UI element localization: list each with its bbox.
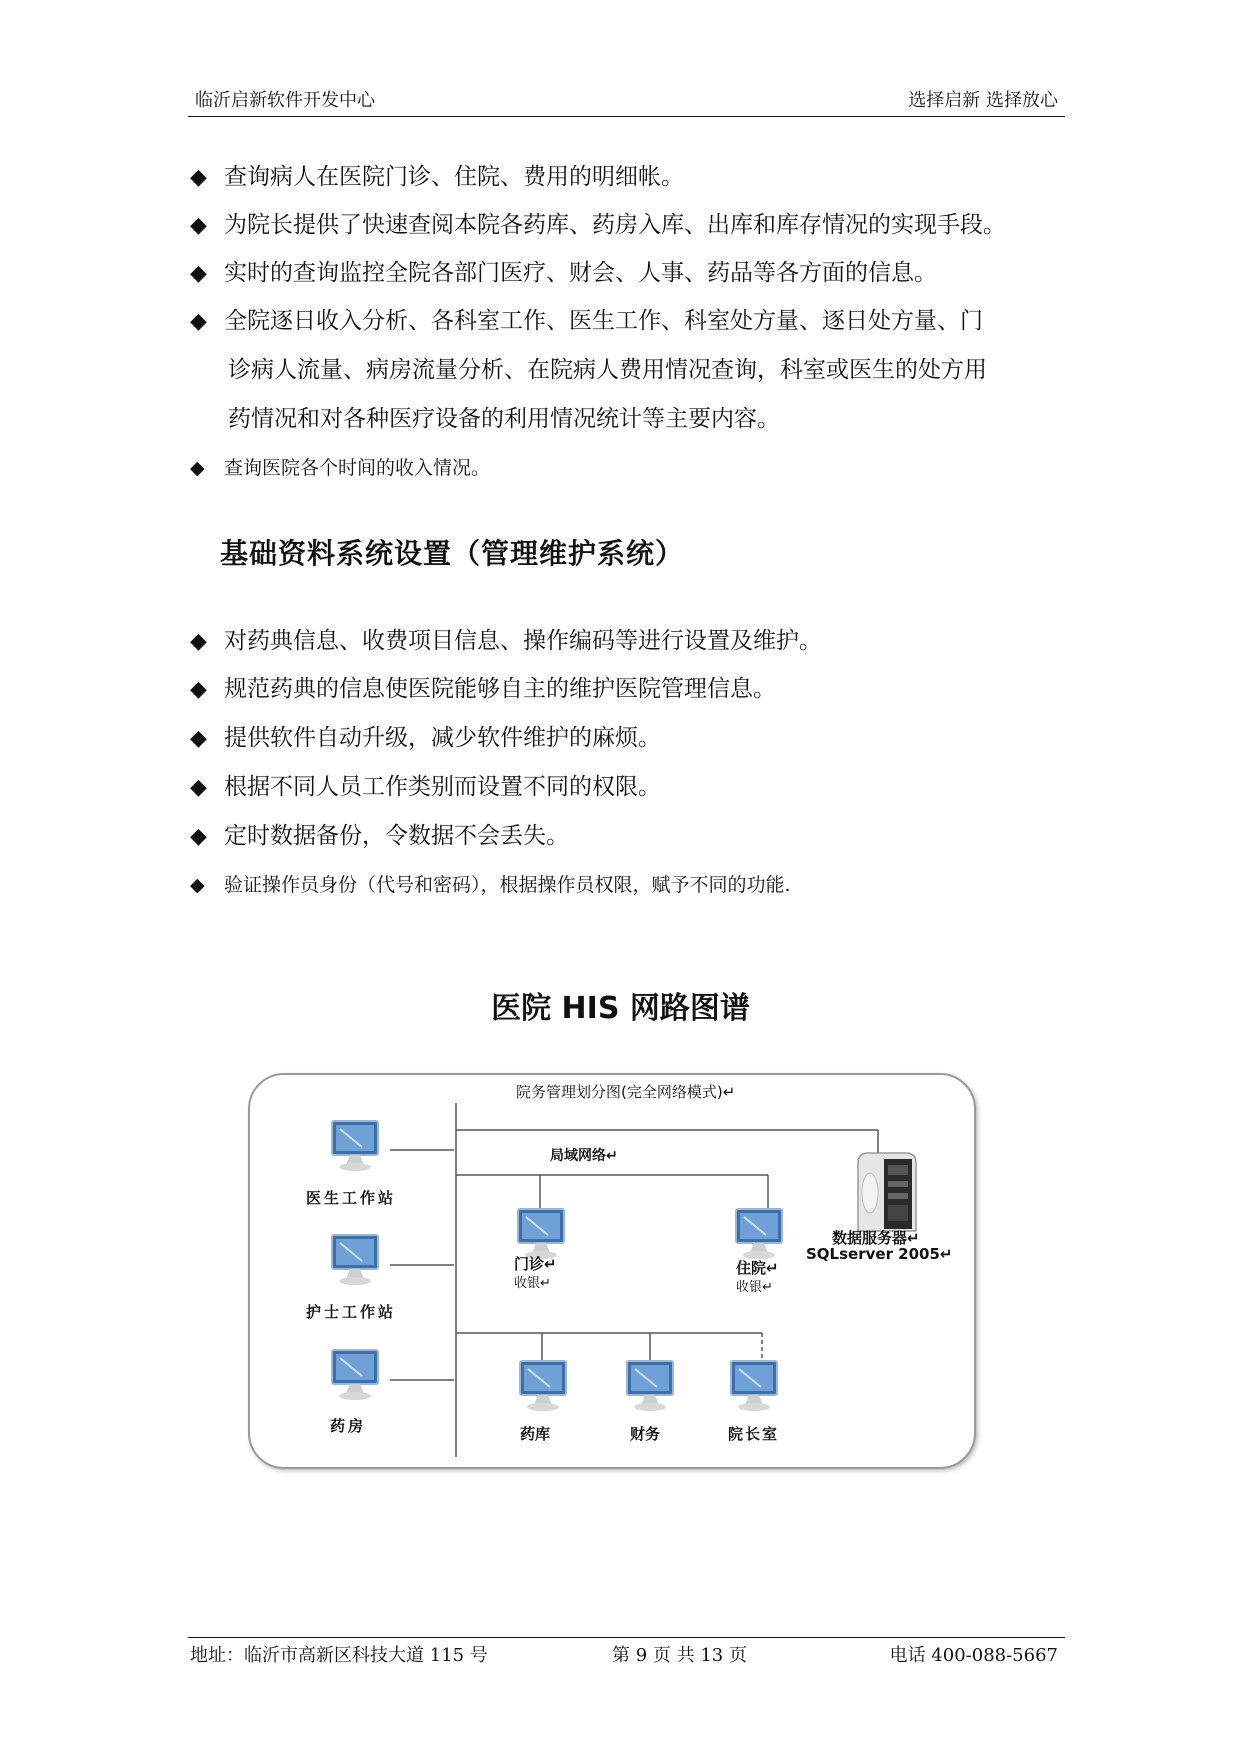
server-sub-label: SQLserver 2005↵ [806, 1245, 953, 1263]
diamond-bullet-icon: ◆ [190, 775, 207, 800]
list-item: ◆ 实时的查询监控全院各部门医疗、财会、人事、药品等各方面的信息。 [190, 249, 937, 298]
computer-icon [731, 1361, 777, 1411]
outpatient-label: 门诊↵ [514, 1255, 557, 1273]
figure-title: 医院 HIS 网路图谱 [491, 991, 750, 1026]
diamond-bullet-icon: ◆ [190, 726, 207, 751]
list-item: ◆ 查询医院各个时间的收入情况。 [190, 444, 490, 492]
footer-phone: 电话 400-088-5667 [889, 1645, 1058, 1666]
list-item: ◆ 定时数据备份，令数据不会丢失。 [190, 812, 569, 861]
diamond-bullet-icon: ◆ [190, 629, 207, 654]
server-label: 数据服务器↵ [832, 1229, 920, 1247]
footer-address: 地址：临沂市高新区科技大道 115 号 [190, 1645, 488, 1666]
list-item: ◆ 为院长提供了快速查阅本院各药库、药房入库、出库和库存情况的实现手段。 [190, 201, 1006, 250]
drug-store-label: 药库 [520, 1425, 551, 1443]
list-item: ◆ 规范药典的信息使医院能够自主的维护医院管理信息。 [190, 665, 776, 714]
doctor-station-label: 医生工作站 [306, 1189, 397, 1207]
computer-icon [736, 1209, 782, 1259]
network-diagram [248, 1073, 976, 1469]
director-label: 院长室 [728, 1425, 780, 1443]
computer-icon [627, 1361, 673, 1411]
list-item: ◆ 提供软件自动升级，减少软件维护的麻烦。 [190, 714, 661, 763]
header-left: 临沂启新软件开发中心 [195, 90, 375, 111]
list-item: ◆ 全院逐日收入分析、各科室工作、医生工作、科室处方量、逐日处方量、门 [190, 297, 983, 346]
list-item: ◆ 验证操作员身份（代号和密码），根据操作员权限，赋予不同的功能. [190, 861, 791, 909]
diamond-bullet-icon: ◆ [190, 677, 207, 702]
diamond-bullet-icon: ◆ [190, 261, 207, 286]
list-item: ◆ 对药典信息、收费项目信息、操作编码等进行设置及维护。 [190, 617, 822, 666]
diagram-title: 院务管理划分图(完全网络模式)↵ [516, 1083, 736, 1101]
diamond-bullet-icon: ◆ [190, 213, 207, 238]
server-icon [858, 1153, 916, 1231]
computer-icon [332, 1350, 378, 1400]
diamond-bullet-icon: ◆ [190, 309, 207, 334]
finance-label: 财务 [630, 1425, 661, 1443]
pharmacy-label: 药房 [330, 1417, 367, 1435]
computer-icon [332, 1121, 378, 1171]
outpatient-sub-label: 收银↵ [514, 1276, 551, 1291]
network-lines [250, 1075, 974, 1467]
lan-label: 局域网络↵ [550, 1148, 618, 1164]
list-item: ◆ 根据不同人员工作类别而设置不同的权限。 [190, 763, 661, 812]
list-item-continuation: 药情况和对各种医疗设备的利用情况统计等主要内容。 [228, 406, 780, 432]
header-right: 选择启新 选择放心 [908, 90, 1058, 111]
list-item: ◆ 查询病人在医院门诊、住院、费用的明细帐。 [190, 153, 684, 202]
nurse-station-label: 护士工作站 [306, 1303, 397, 1321]
computer-icon [520, 1361, 566, 1411]
footer-rule [188, 1637, 1065, 1638]
footer-page-number: 第 9 页 共 13 页 [612, 1645, 747, 1666]
diamond-bullet-icon: ◆ [190, 165, 207, 190]
computer-icon [332, 1235, 378, 1285]
computer-icon [518, 1209, 564, 1259]
diamond-bullet-icon: ◆ [190, 457, 205, 479]
inpatient-label: 住院↵ [736, 1259, 779, 1277]
diamond-bullet-icon: ◆ [190, 874, 205, 896]
inpatient-sub-label: 收银↵ [736, 1280, 773, 1295]
list-item-continuation: 诊病人流量、病房流量分析、在院病人费用情况查询，科室或医生的处方用 [228, 357, 987, 383]
section-title: 基础资料系统设置（管理维护系统） [220, 537, 685, 570]
diamond-bullet-icon: ◆ [190, 824, 207, 849]
header-rule [188, 116, 1065, 117]
